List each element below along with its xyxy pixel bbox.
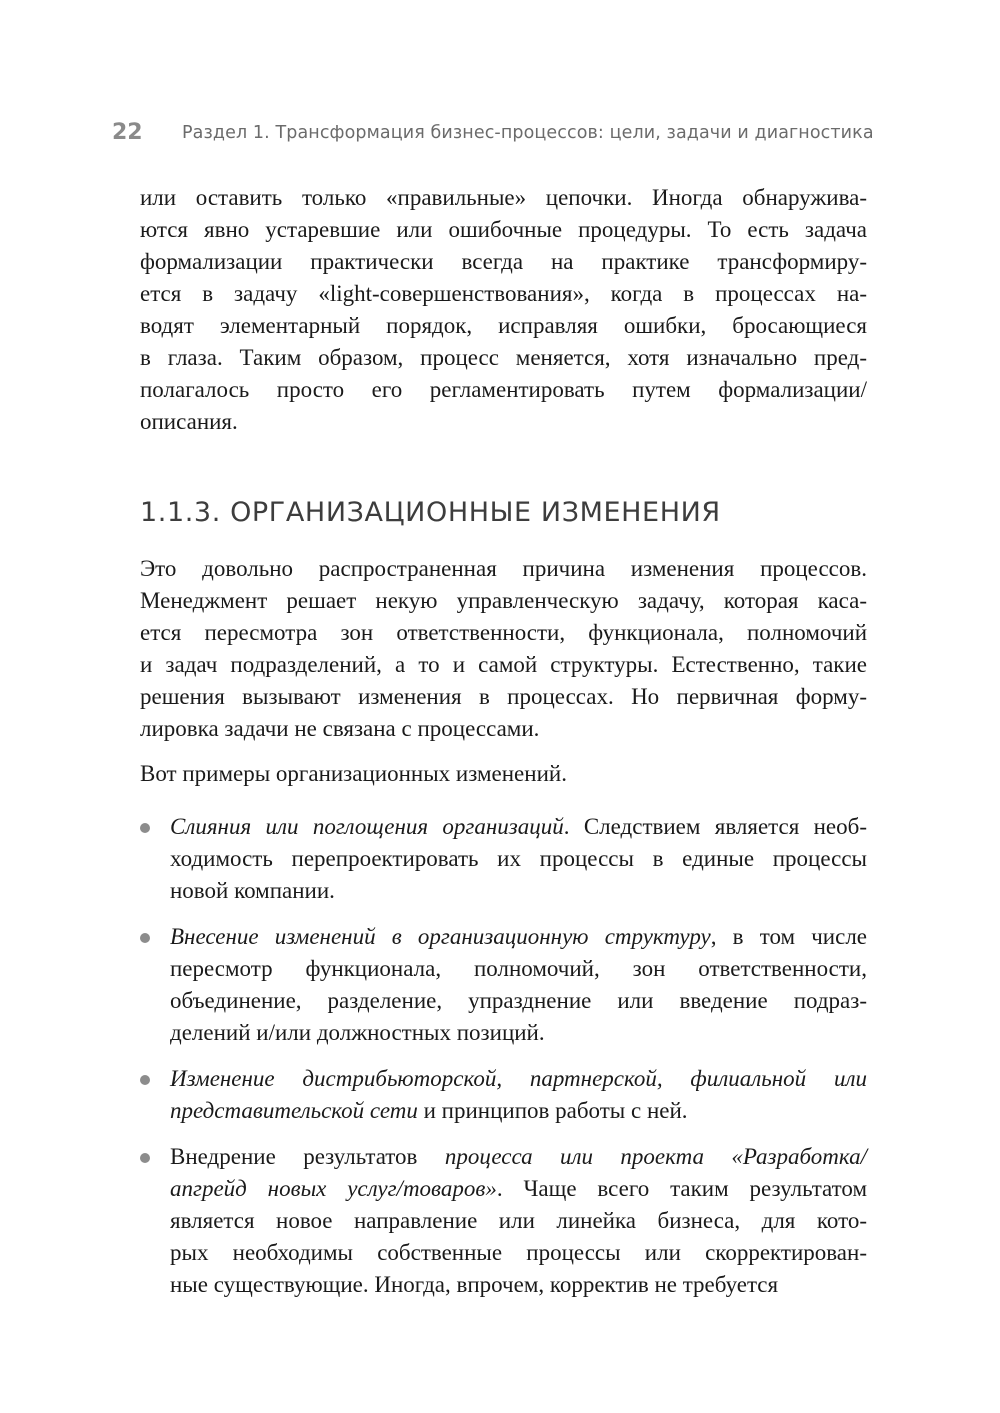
list-item xyxy=(140,811,867,907)
text-line xyxy=(170,953,867,985)
section-paragraph xyxy=(140,553,867,745)
examples-list xyxy=(140,811,867,1301)
list-item-text xyxy=(170,921,867,1049)
text-run: и принципов работы с ней. xyxy=(417,1098,688,1123)
emphasis-text: процесса или проекта «Разработка/ xyxy=(444,1144,867,1169)
list-item xyxy=(140,1063,867,1127)
text-line: ется пересмотра зон ответственности, функционала, полномочий xyxy=(140,620,867,645)
text-run: новой компании. xyxy=(170,878,335,903)
text-line: Вот примеры организационных изменений. xyxy=(140,761,567,786)
text-line: лировка задачи не связана с процессами. xyxy=(140,716,540,741)
text-line: Менеджмент решает некую управленческую задачу, которая каса- xyxy=(140,588,867,613)
list-item xyxy=(140,921,867,1049)
text-line xyxy=(170,1095,867,1127)
text-line xyxy=(170,1173,867,1205)
text-line xyxy=(170,843,867,875)
text-run: Внедрение результатов xyxy=(170,1144,445,1169)
text-line: водят элементарный порядок, исправляя ошибки, бросающиеся xyxy=(140,313,867,338)
text-line xyxy=(170,1017,867,1049)
text-line xyxy=(170,921,867,953)
running-head xyxy=(112,120,940,150)
running-title: Раздел 1. Трансформация бизнес-процессов: цели, задачи и диагностика xyxy=(182,123,874,143)
text-run: ные существующие. Иногда, впрочем, корректив не требуется xyxy=(170,1272,779,1297)
text-run: . Следствием является необ- xyxy=(563,814,867,839)
emphasis-text: Слияния или поглощения организаций xyxy=(170,814,564,839)
text-line xyxy=(170,875,867,907)
page-number: 22 xyxy=(112,120,143,145)
text-line xyxy=(170,811,867,843)
text-line: описания. xyxy=(140,409,238,434)
text-run: пересмотр функционала, полномочий, зон ответственности, xyxy=(170,956,867,981)
text-line xyxy=(170,1237,867,1269)
text-line xyxy=(170,985,867,1017)
text-run: , в том числе xyxy=(710,924,868,949)
text-line: или оставить только «правильные» цепочки. Иногда обнаружива- xyxy=(140,185,867,210)
list-item-text xyxy=(170,1063,867,1127)
bullet-icon xyxy=(140,1153,150,1163)
text-line: Это довольно распространенная причина изменения процессов. xyxy=(140,556,867,581)
emphasis-text: апгрейд новых услуг/товаров» xyxy=(170,1176,497,1201)
text-run: . Чаще всего таким результатом xyxy=(496,1176,868,1201)
emphasis-text: Внесение изменений в организационную структуру xyxy=(170,924,711,949)
text-run: ходимость перепроектировать их процессы в единые процессы xyxy=(170,846,867,871)
text-run: рых необходимы собственные процессы или скорректирован- xyxy=(170,1240,867,1265)
text-line xyxy=(170,1205,867,1237)
text-run: делений и/или должностных позиций. xyxy=(170,1020,545,1045)
text-line: формализации практически всегда на практике трансформиру- xyxy=(140,249,867,274)
text-run: является новое направление или линейка бизнеса, для кото- xyxy=(170,1208,867,1233)
emphasis-text: представительской сети xyxy=(170,1098,418,1123)
text-line: полагалось просто его регламентировать путем формализации/ xyxy=(140,377,867,402)
text-line: и задач подразделений, а то и самой структуры. Естественно, такие xyxy=(140,652,867,677)
text-line: ются явно устаревшие или ошибочные процедуры. То есть задача xyxy=(140,217,867,242)
list-item xyxy=(140,1141,867,1301)
emphasis-text: Изменение дистрибьюторской, партнерской, филиальной или xyxy=(170,1066,867,1091)
bullet-icon xyxy=(140,823,150,833)
list-item-text xyxy=(170,1141,867,1301)
bullet-icon xyxy=(140,933,150,943)
text-line: ется в задачу «light-совершенствования», когда в процессах на- xyxy=(140,281,867,306)
section-heading: 1.1.3. ОРГАНИЗАЦИОННЫЕ ИЗМЕНЕНИЯ xyxy=(140,497,721,528)
text-line: решения вызывают изменения в процессах. Но первичная форму- xyxy=(140,684,867,709)
examples-intro xyxy=(140,758,867,790)
text-line xyxy=(170,1063,867,1095)
text-line xyxy=(170,1141,867,1173)
text-run: объединение, разделение, упразднение или введение подраз- xyxy=(170,988,867,1013)
text-line: в глаза. Таким образом, процесс меняется, хотя изначально пред- xyxy=(140,345,867,370)
text-line xyxy=(170,1269,867,1301)
list-item-text xyxy=(170,811,867,907)
intro-paragraph xyxy=(140,182,867,438)
bullet-icon xyxy=(140,1075,150,1085)
